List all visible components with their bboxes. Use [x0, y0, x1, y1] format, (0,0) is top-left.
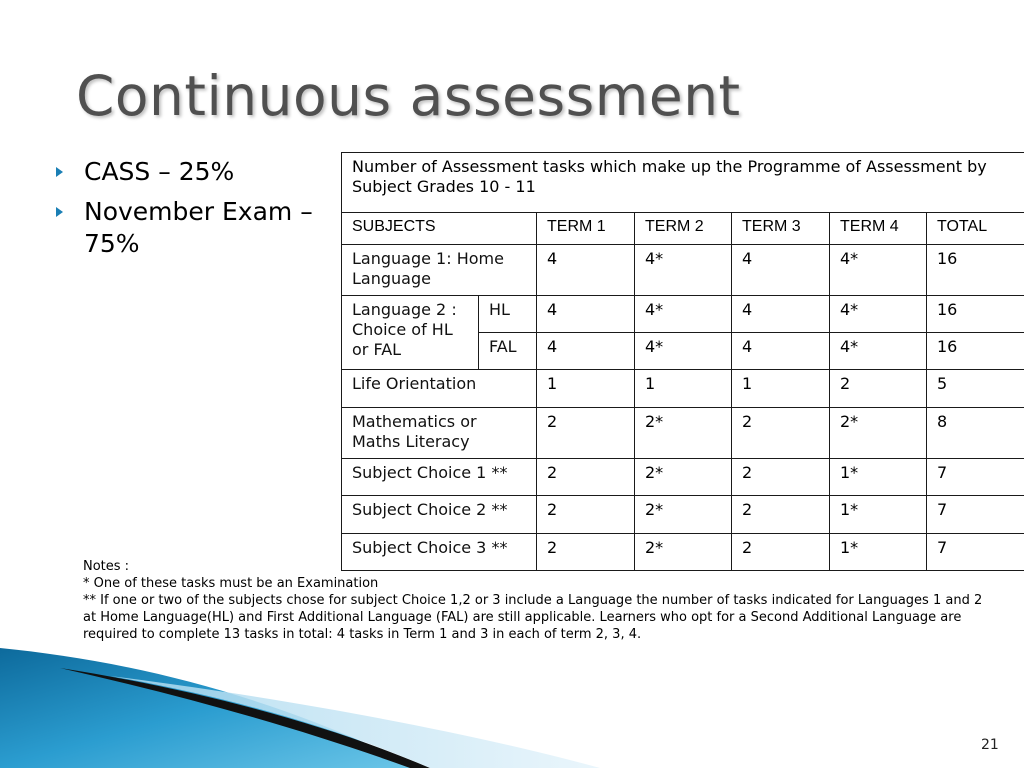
value-cell: 16 — [927, 333, 1024, 370]
bullet-text: November Exam – 75% — [84, 197, 313, 258]
value-cell: 4* — [635, 296, 732, 333]
value-cell: 2 — [732, 408, 830, 459]
value-cell: 4* — [635, 333, 732, 370]
notes-heading: Notes : — [83, 559, 130, 574]
notes-block — [83, 558, 983, 643]
value-cell: 2* — [635, 496, 732, 534]
table-row — [342, 408, 1024, 459]
sub-label-cell: FAL — [479, 333, 537, 370]
header-term-3: TERM 3 — [732, 213, 830, 245]
value-cell: 1* — [830, 496, 927, 534]
value-cell: 2* — [830, 408, 927, 459]
subject-cell: Subject Choice 3 ** — [342, 534, 537, 571]
triangle-bullet-icon — [56, 167, 63, 177]
header-term-4: TERM 4 — [830, 213, 927, 245]
subject-cell: Subject Choice 2 ** — [342, 496, 537, 534]
subject-cell: Language 1: Home Language — [342, 245, 537, 296]
bullet-item-exam — [56, 196, 326, 260]
value-cell: 2 — [537, 459, 635, 496]
table-caption-row — [342, 153, 1024, 213]
subject-cell: Mathematics or Maths Literacy — [342, 408, 537, 459]
value-cell: 2 — [537, 408, 635, 459]
table-row — [342, 496, 1024, 534]
value-cell: 4 — [732, 245, 830, 296]
value-cell: 4 — [732, 333, 830, 370]
value-cell: 4* — [635, 245, 732, 296]
header-term-1: TERM 1 — [537, 213, 635, 245]
assessment-table — [341, 152, 1024, 571]
value-cell: 2* — [635, 408, 732, 459]
value-cell: 2 — [830, 370, 927, 408]
subject-cell: Life Orientation — [342, 370, 537, 408]
value-cell: 16 — [927, 296, 1024, 333]
value-cell: 4* — [830, 245, 927, 296]
table-row — [342, 459, 1024, 496]
table-row — [342, 245, 1024, 296]
value-cell: 4 — [537, 245, 635, 296]
value-cell: 2 — [537, 496, 635, 534]
sub-label-cell: HL — [479, 296, 537, 333]
bullet-item-cass — [56, 156, 326, 188]
value-cell: 2* — [635, 459, 732, 496]
table-row — [342, 370, 1024, 408]
page-number: 21 — [981, 737, 999, 753]
value-cell: 5 — [927, 370, 1024, 408]
notes-line-1: * One of these tasks must be an Examination — [83, 576, 379, 591]
value-cell: 2 — [732, 534, 830, 571]
triangle-bullet-icon — [56, 207, 63, 217]
bullet-text: CASS – 25% — [84, 157, 235, 186]
value-cell: 4* — [830, 333, 927, 370]
value-cell: 4 — [537, 333, 635, 370]
header-term-2: TERM 2 — [635, 213, 732, 245]
value-cell: 1 — [732, 370, 830, 408]
subject-cell: Language 2 : Choice of HL or FAL — [342, 296, 479, 370]
value-cell: 1* — [830, 534, 927, 571]
table-row — [342, 296, 1024, 333]
value-cell: 1 — [537, 370, 635, 408]
value-cell: 2* — [635, 534, 732, 571]
value-cell: 1 — [635, 370, 732, 408]
table-header-row — [342, 213, 1024, 245]
subject-cell: Subject Choice 1 ** — [342, 459, 537, 496]
value-cell: 7 — [927, 534, 1024, 571]
bullet-list — [56, 156, 326, 268]
slide-title: Continuous assessment — [76, 64, 741, 128]
value-cell: 2 — [732, 459, 830, 496]
notes-line-2: ** If one or two of the subjects chose for subject Choice 1,2 or 3 include a Language the number of tasks indicated for Languages 1 and 2 at Home Language(HL) and First Additional Language (FAL) are still applicable. Learners who opt for a Second Additional Language are required to complete 13 tasks in total: 4 tasks in Term 1 and 3 in each of term 2, 3, 4. — [83, 593, 983, 642]
value-cell: 4 — [537, 296, 635, 333]
value-cell: 2 — [732, 496, 830, 534]
value-cell: 16 — [927, 245, 1024, 296]
value-cell: 7 — [927, 459, 1024, 496]
value-cell: 8 — [927, 408, 1024, 459]
value-cell: 4* — [830, 296, 927, 333]
value-cell: 7 — [927, 496, 1024, 534]
value-cell: 1* — [830, 459, 927, 496]
value-cell: 2 — [537, 534, 635, 571]
header-total: TOTAL — [927, 213, 1024, 245]
value-cell: 4 — [732, 296, 830, 333]
table-caption: Number of Assessment tasks which make up the Programme of Assessment by Subject Grades 10 - 11 — [342, 153, 1024, 213]
header-subjects: SUBJECTS — [342, 213, 537, 245]
